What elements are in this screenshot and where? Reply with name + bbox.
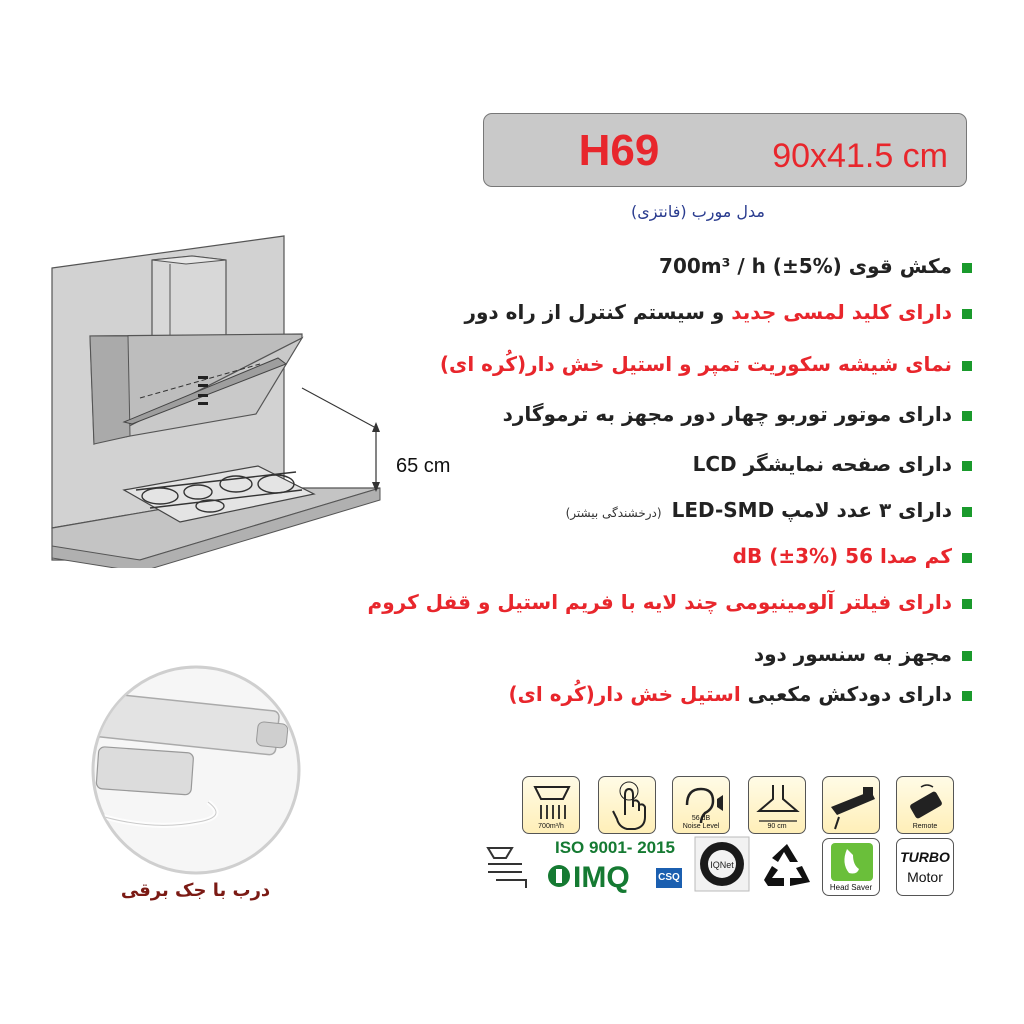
csq-mark: CSQ [656,868,682,888]
turbo-motor-icon: TURBO Motor [896,838,954,896]
height-dimension-label: 65 cm [396,455,451,477]
feature-text: دارای صفحه نمایشگر LCD [692,452,952,476]
svg-text:IQNet: IQNet [710,860,734,870]
touch-icon [598,776,656,834]
bullet-icon [962,651,972,661]
feature-text: (درخشندگی بیشتر) [565,506,662,520]
feature-item [659,253,972,279]
feature-text: استیل خش دار(کُره ای) [508,682,741,706]
imq-mark: IMQ [573,861,630,894]
model-code: H69 [578,126,660,175]
feature-text: دارای دودکش مکعبی [740,682,952,706]
feature-item [693,451,972,477]
noise-icon: 56 dB Noise Level [672,776,730,834]
width-icon: 90 cm [748,776,806,834]
bullet-icon [962,599,972,609]
feature-text: مجهز به سنسور دود [753,642,952,666]
bullet-icon [962,263,972,273]
feature-item [440,351,972,377]
bullet-icon [962,553,972,563]
model-header [483,113,967,187]
iso-certification: ISO 9001- 2015 [554,838,676,857]
feature-text: کم صدا 56 dB (±3%) [732,544,952,568]
bullet-icon [962,411,972,421]
imq-logo-icon [547,862,571,890]
bullet-icon [962,507,972,517]
chimney [152,256,226,340]
feature-text: دارای فیلتر آلومینیومی چند لایه با فریم استیل و قفل کروم [367,590,952,614]
recycle-icon [760,840,814,892]
head-saver-icon: Head Saver [822,838,880,896]
feature-text: دارای ۳ عدد لامپ LED-SMD [671,498,952,522]
feature-item [464,299,972,325]
feature-text: 700m³ / h (±5%) [659,254,842,278]
inset-caption: درب با جک برقی [120,880,271,901]
iqnet-seal-icon [694,836,750,892]
bullet-icon [962,461,972,471]
model-size: 90x41.5 cm [772,137,948,175]
bullet-icon [962,691,972,701]
hood-diagram [40,228,480,568]
suction-icon: 700m³/h [522,776,580,834]
remote-icon: Remote [896,776,954,834]
feature-item [368,589,972,615]
feature-item [503,401,972,427]
bullet-icon [962,361,972,371]
feature-item [508,681,972,707]
feature-item [566,497,972,526]
model-subtitle: مدل مورب (فانتزی) [630,202,765,221]
glass-panel-icon [822,776,880,834]
feature-item [754,641,972,667]
auto-icon [482,844,532,890]
feature-text: دارای موتور توربو چهار دور مجهز به ترموگارد [502,402,952,426]
bullet-icon [962,309,972,319]
feature-text: مکش قوی [841,254,952,278]
feature-text: و سیستم کنترل از راه دور [464,300,725,324]
actuator-inset [88,662,304,878]
feature-text: نمای شیشه سکوریت تمپر و استیل خش دار(کُره ای) [439,352,952,376]
feature-item [733,543,972,569]
feature-text: دارای کلید لمسی جدید [724,300,952,324]
